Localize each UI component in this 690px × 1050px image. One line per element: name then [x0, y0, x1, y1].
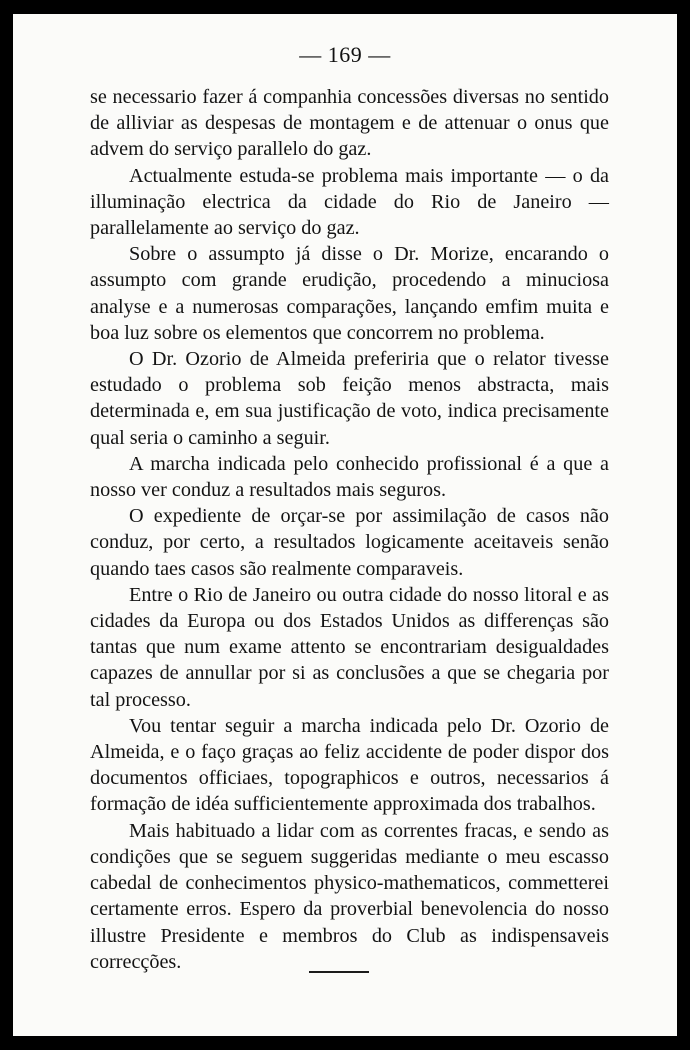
- document-page: [13, 14, 677, 1036]
- paragraph-9: Mais habituado a lidar com as correntes fracas, e sendo as condições que se seguem suggeridas mediante o meu escasso cabedal de conhecimentos physico-mathematicos, commetterei certamente erros. Espero da proverbial benevolencia do nosso illustre Presidente e membros do Club as indispensaveis correcções.: [90, 819, 609, 973]
- paragraph-6: O expediente de orçar-se por assimilação de casos não conduz, por certo, a resultados logicamente aceitaveis senão quando taes casos são realmente comparaveis.: [90, 505, 609, 580]
- end-rule: [309, 971, 369, 973]
- page-number: — 169 —: [299, 42, 391, 67]
- paragraph-8: Vou tentar seguir a marcha indicada pelo Dr. Ozorio de Almeida, e o faço graças ao feliz accidente de poder dispor dos documentos officiaes, topographicos e outros, necessarios á formação de idéa sufficientemente approximada dos trabalhos.: [90, 714, 609, 816]
- paragraph-5: A marcha indicada pelo conhecido profissional é a que a nosso ver conduz a resultados mais seguros.: [90, 452, 609, 502]
- paragraph-4: O Dr. Ozorio de Almeida preferiria que o relator tivesse estudado o problema sob feição menos abstracta, mais determinada e, em sua justificação de voto, indica precisamente qual seria o caminho a seguir.: [90, 348, 609, 449]
- paragraph-2: Actualmente estuda-se problema mais importante — o da illuminação electrica da cidade do Rio de Janeiro — parallelamente ao serviço do gaz.: [90, 164, 609, 240]
- paragraph-1: se necessario fazer á companhia concessões diversas no sentido de alliviar as despesas de montagem e de attenuar o onus que advem do serviço parallelo do gaz.: [90, 86, 609, 161]
- body-text: [90, 84, 609, 975]
- paragraph-7: Entre o Rio de Janeiro ou outra cidade do nosso litoral e as cidades da Europa ou dos Estados Unidos as differenças são tantas que num exame attento se encontrariam desigualdades capazes de annullar por si as conclusões a que se chegaria por tal processo.: [90, 583, 609, 711]
- paragraph-3: Sobre o assumpto já disse o Dr. Morize, encarando o assumpto com grande erudição, procedendo a minuciosa analyse e a numerosas comparações, lançando emfim muita e boa luz sobre os elementos que concorrem no problema.: [90, 243, 609, 344]
